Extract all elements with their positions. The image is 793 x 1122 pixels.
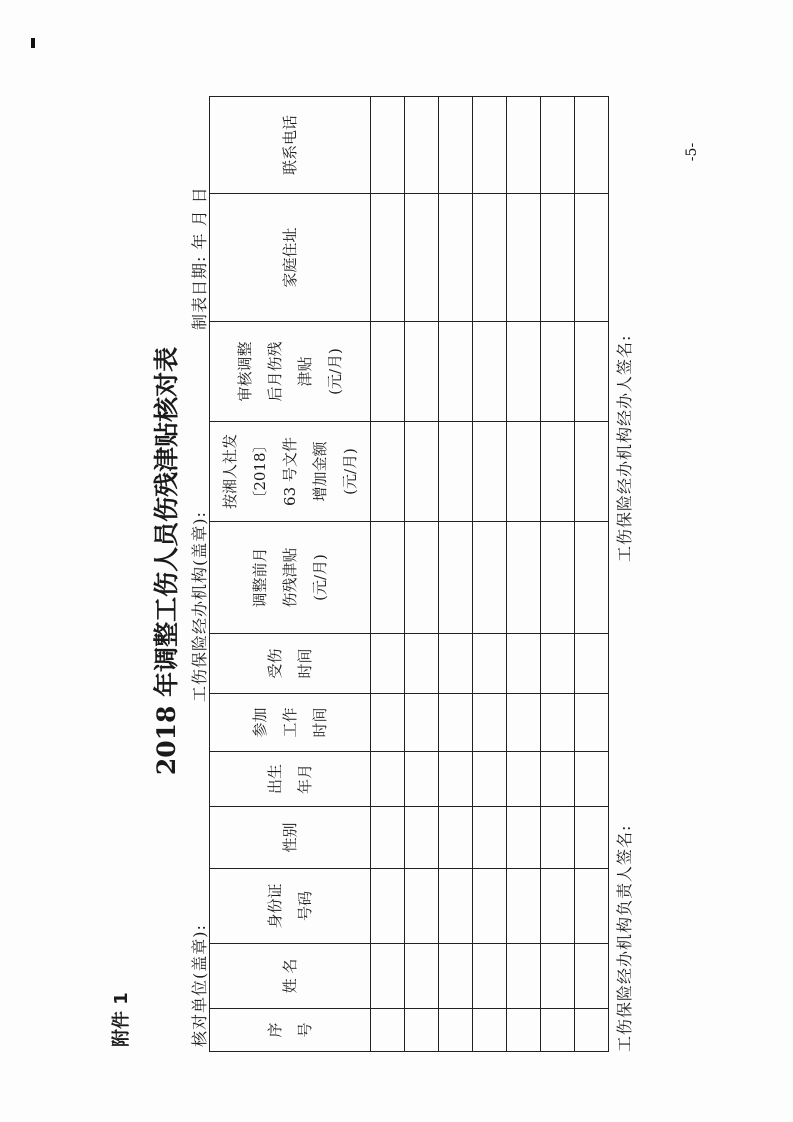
table-cell [439,1009,473,1052]
table-row [473,97,507,1052]
table-cell [405,522,439,634]
table-cell [405,422,439,522]
table-row [405,97,439,1052]
table-row [575,97,609,1052]
table-cell [541,807,575,869]
verify-unit-label: 核对单位(盖章): [190,924,209,1047]
table-cell [507,869,541,944]
header-row [210,97,371,1052]
table-cell [473,694,507,752]
column-header-label: 出生 年月 [266,764,314,795]
column-header-label: 姓 名 [281,958,299,994]
table-cell [507,807,541,869]
table-cell [575,944,609,1009]
table-cell [575,522,609,634]
table-cell [439,97,473,194]
table-cell [507,752,541,807]
table-cell [473,322,507,422]
table-row [507,97,541,1052]
table-cell [473,422,507,522]
table-cell [371,322,405,422]
rotated-form [107,0,652,1122]
column-header-label: 身份证 号码 [266,883,314,929]
table-cell [371,1009,405,1052]
verification-table [209,96,609,1052]
column-header-label: 调整前月 伤残津贴 (元/月) [251,547,329,608]
table-cell [439,694,473,752]
table-cell [541,322,575,422]
table-cell [439,322,473,422]
table-cell [405,634,439,694]
page-number: -5- [684,142,700,162]
column-header-label: 家庭住址 [281,227,299,288]
table-cell [541,869,575,944]
table-cell [371,752,405,807]
column-header [210,807,371,869]
column-header [210,522,371,634]
attachment-label: 附件 1 [111,992,132,1047]
table-cell [473,194,507,322]
table-cell [473,869,507,944]
table-cell [439,944,473,1009]
scan-corner-mark [31,38,35,48]
column-header [210,694,371,752]
form-title: 2018 年调整工伤人员伤残津贴核对表 [152,346,181,776]
table-cell [439,869,473,944]
table-cell [541,1009,575,1052]
column-header [210,422,371,522]
table-cell [541,694,575,752]
table-cell [371,194,405,322]
table-cell [575,807,609,869]
table-cell [439,752,473,807]
table-cell [439,807,473,869]
table-cell [507,634,541,694]
table-cell [405,97,439,194]
table-cell [473,97,507,194]
table-cell [507,194,541,322]
table-cell [371,869,405,944]
table-cell [405,694,439,752]
column-header [210,752,371,807]
agency-stamp-label: 工伤保险经办机构(盖章): [190,511,209,702]
table-body [371,97,609,1052]
table-cell [473,807,507,869]
table-cell [371,807,405,869]
column-header-label: 审核调整 后月伤残 津贴 (元/月) [236,341,344,402]
table-row [541,97,575,1052]
table-cell [575,322,609,422]
table-cell [507,422,541,522]
table-row [371,97,405,1052]
table-cell [575,694,609,752]
table-cell [473,1009,507,1052]
table-row [439,97,473,1052]
date-label: 制表日期: 年 月 日 [190,186,209,330]
table-cell [405,322,439,422]
column-header-label: 受伤 时间 [266,648,314,679]
table-cell [575,1009,609,1052]
table-cell [541,752,575,807]
table-cell [575,869,609,944]
table-cell [575,422,609,522]
column-header-label: 按湘人社发 〔2018〕 63 号文件 增加金额 (元/月) [221,434,359,510]
table-cell [541,944,575,1009]
column-header [210,944,371,1009]
table-cell [473,522,507,634]
table-cell [473,634,507,694]
table-cell [439,194,473,322]
table-cell [473,944,507,1009]
table-cell [405,1009,439,1052]
column-header-label: 序 号 [266,1022,314,1038]
signature-right-label: 工伤保险经办机构经办人签名: [615,334,634,562]
table-cell [371,694,405,752]
signature-left-label: 工伤保险经办机构负责人签名: [615,824,634,1052]
table-cell [371,422,405,522]
table-cell [371,944,405,1009]
table-cell [439,422,473,522]
table-cell [371,97,405,194]
column-header [210,869,371,944]
table-cell [541,194,575,322]
table-cell [439,522,473,634]
table-cell [507,694,541,752]
table-cell [371,522,405,634]
table-cell [575,194,609,322]
table-cell [371,634,405,694]
table-cell [541,522,575,634]
table-cell [405,944,439,1009]
table-cell [473,752,507,807]
table-cell [507,522,541,634]
column-header-label: 联系电话 [281,115,299,176]
column-header [210,634,371,694]
table-cell [405,807,439,869]
table-cell [507,97,541,194]
table-cell [507,1009,541,1052]
table-cell [507,944,541,1009]
table-cell [541,422,575,522]
column-header [210,97,371,194]
table-cell [405,752,439,807]
column-header-label: 性别 [281,822,299,853]
column-header [210,322,371,422]
table-cell [405,869,439,944]
table-cell [541,97,575,194]
table-cell [541,634,575,694]
table-cell [575,752,609,807]
column-header [210,1009,371,1052]
table-cell [575,97,609,194]
table-cell [439,634,473,694]
column-header [210,194,371,322]
column-header-label: 参加 工作 时间 [251,707,329,738]
table-cell [575,634,609,694]
table-cell [507,322,541,422]
table-cell [405,194,439,322]
